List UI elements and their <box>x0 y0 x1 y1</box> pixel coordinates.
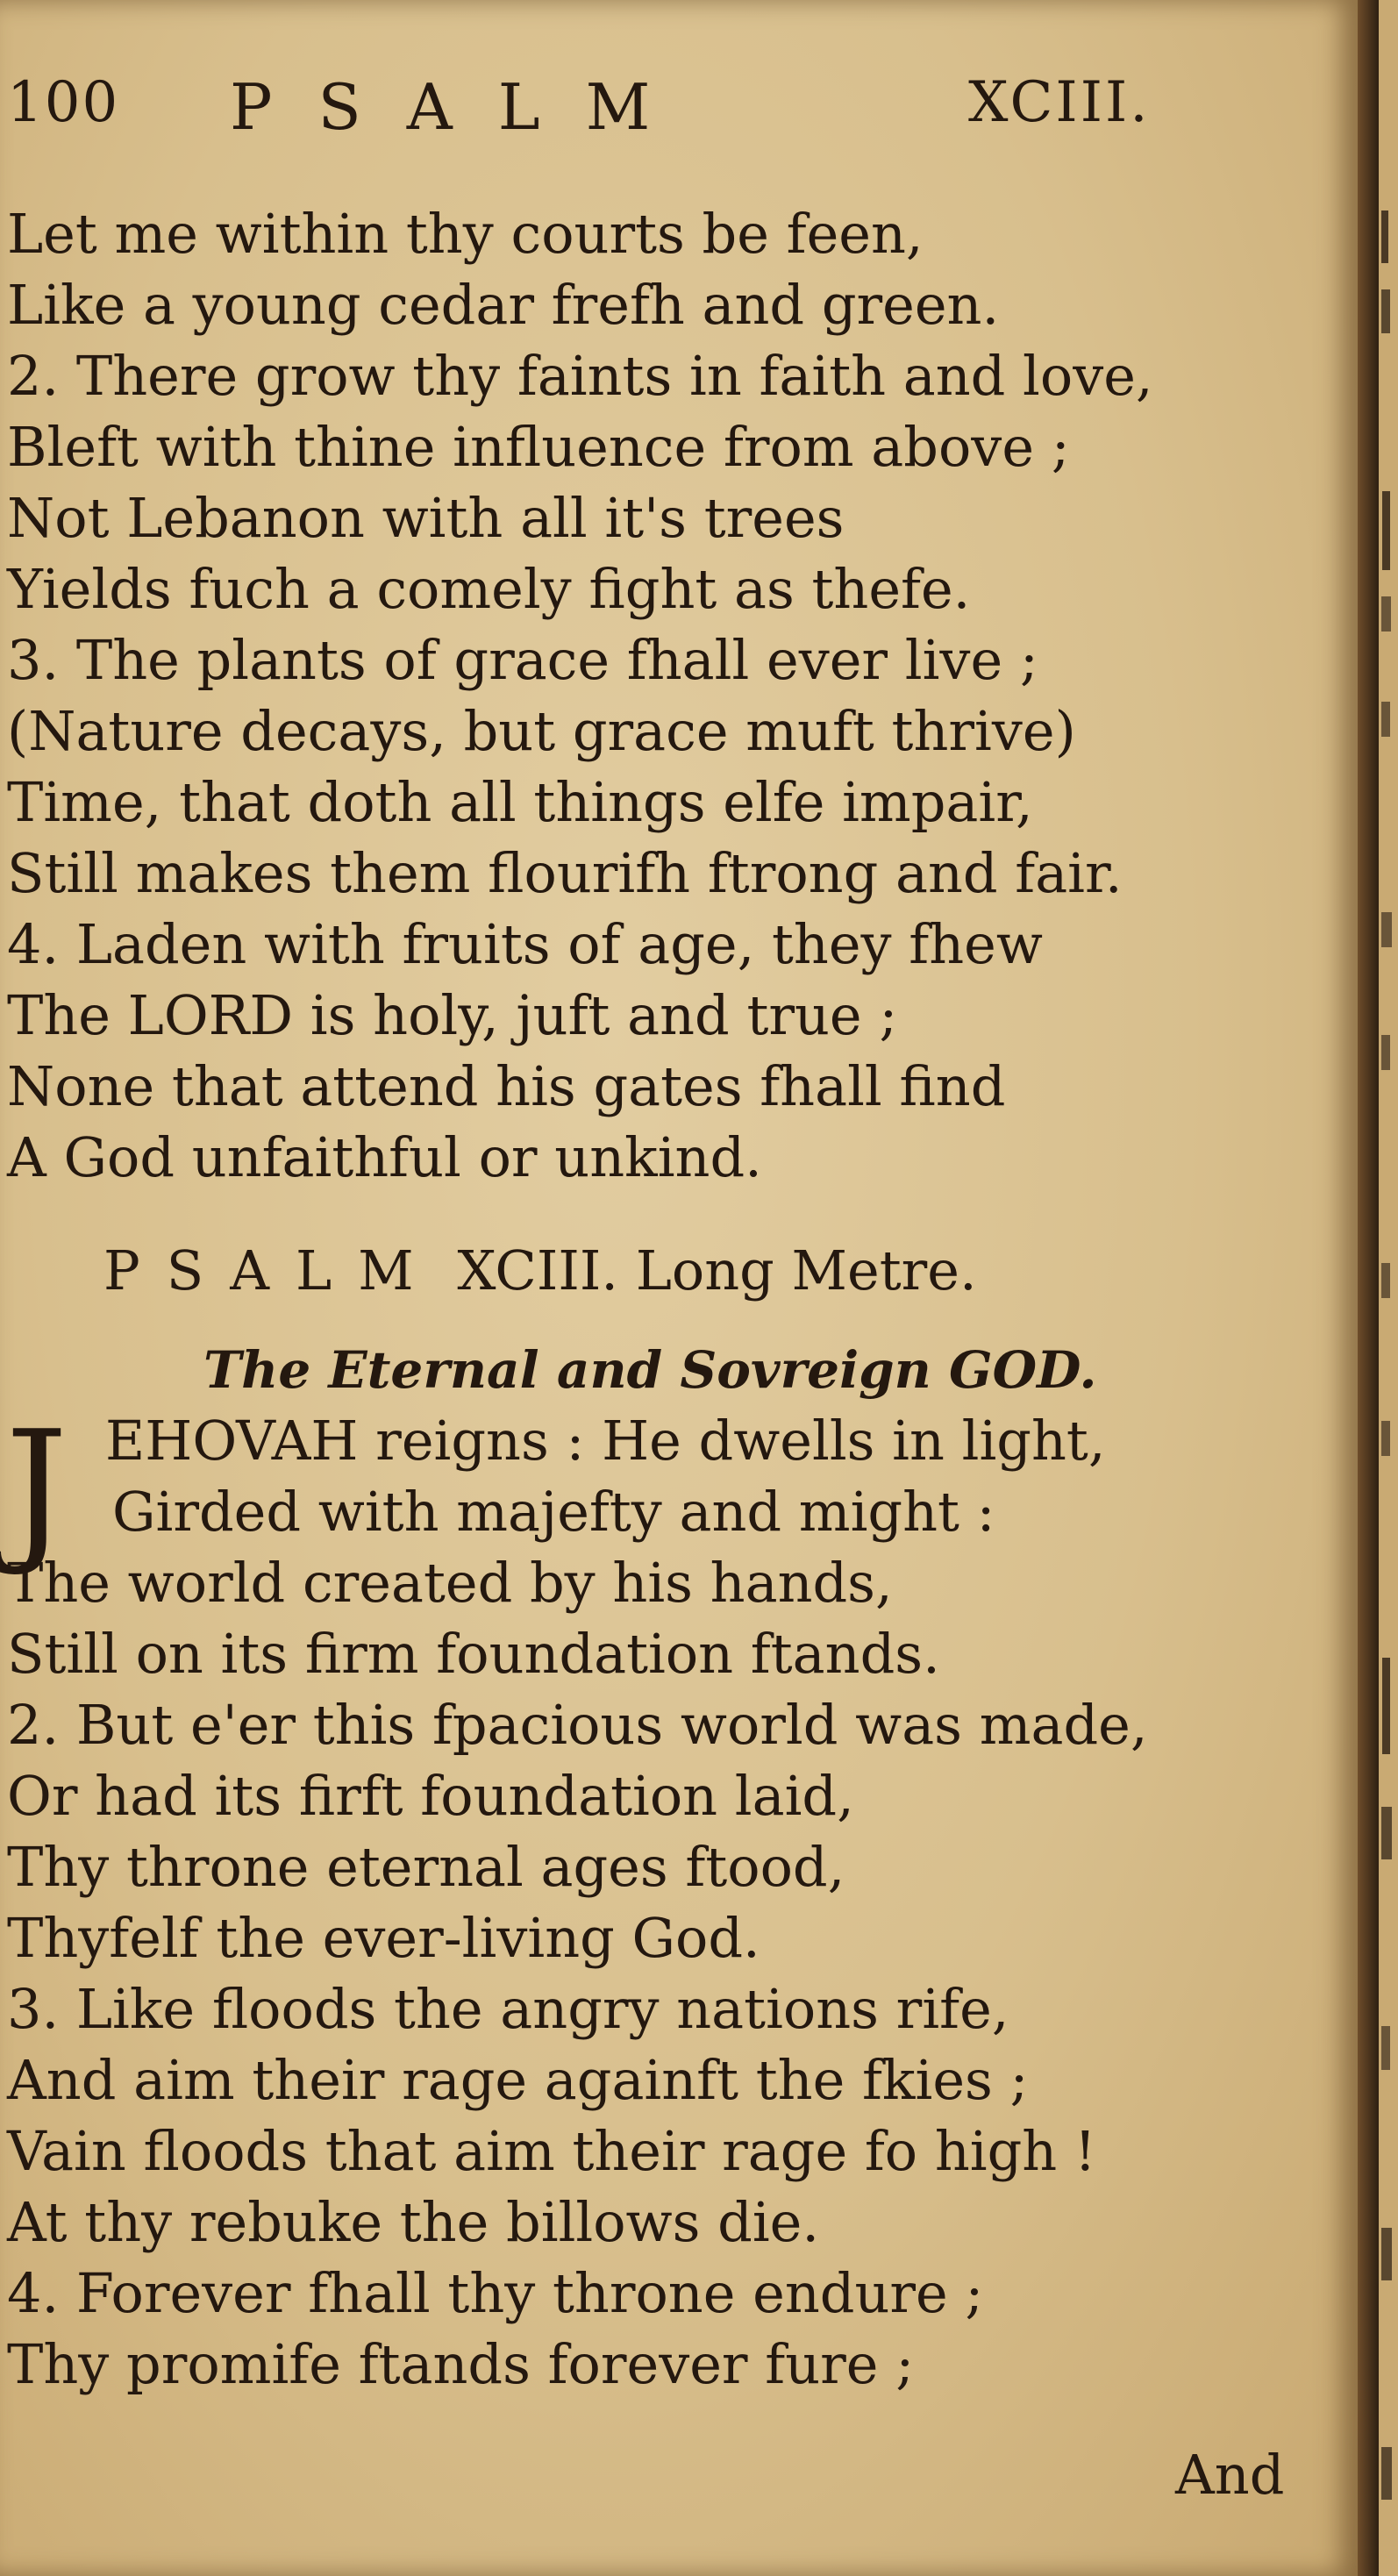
verse-line: Like a young cedar frefh and green. <box>7 273 1000 337</box>
verse-line: A God unfaithful or unkind. <box>7 1125 762 1189</box>
facing-page-marks <box>1379 0 1398 2576</box>
verse-line: Thyfelf the ever-living God. <box>7 1906 760 1970</box>
drop-cap: J <box>5 1397 68 1579</box>
verse-line: Thy promife ftands forever fure ; <box>7 2332 915 2396</box>
verse-line: Bleft with thine influence from above ; <box>7 415 1070 479</box>
verse-line: (Nature decays, but grace muft thrive) <box>7 699 1076 763</box>
verse-line: Still on its firm foundation ftands. <box>7 1622 940 1686</box>
verse-line: 2. But e'er this fpacious world was made, <box>7 1693 1148 1757</box>
verse-line: 3. Like floods the angry nations rife, <box>7 1977 1009 2041</box>
verse-line: Still makes them flourifh ftrong and fair. <box>7 841 1123 905</box>
verse-line: And aim their rage againft the fkies ; <box>7 2048 1029 2112</box>
psalm-heading <box>103 1238 977 1302</box>
page-number: 100 <box>7 70 120 135</box>
verse-line: At thy rebuke the billows die. <box>7 2190 820 2254</box>
verse-line: Let me within thy courts be feen, <box>7 202 924 266</box>
verse-line: None that attend his gates fhall find <box>7 1054 1006 1118</box>
facing-page-edge <box>1379 0 1398 2576</box>
verse-line-second: Girded with majefty and might : <box>112 1480 995 1544</box>
verse-line: Yields fuch a comely fight as thefe. <box>7 557 971 621</box>
catchword: And <box>1175 2443 1285 2507</box>
verse-line: Time, that doth all things elfe impair, <box>7 770 1033 834</box>
verse-line: Thy throne eternal ages ftood, <box>7 1835 845 1899</box>
verse-line: The LORD is holy, juft and true ; <box>7 983 898 1047</box>
psalm-subtitle: The Eternal and Sovreign GOD. <box>203 1340 1097 1400</box>
book-gutter <box>1358 0 1379 2576</box>
verse-line: Or had its firft foundation laid, <box>7 1764 854 1828</box>
running-head <box>0 70 1358 149</box>
psalm-heading-numeral-meter: XCIII. Long Metre. <box>457 1238 977 1302</box>
verse-line: 4. Forever fhall thy throne endure ; <box>7 2261 984 2325</box>
verse-line: 2. There grow thy faints in faith and love, <box>7 344 1153 408</box>
verse-line: 3. The plants of grace fhall ever live ; <box>7 628 1038 692</box>
psalm-heading-word: PSALM <box>103 1238 440 1302</box>
running-title: PSALM <box>230 70 696 144</box>
verse-line: 4. Laden with fruits of age, they fhew <box>7 912 1043 976</box>
verse-line: The world created by his hands, <box>7 1551 893 1615</box>
verse-line: Not Lebanon with all it's trees <box>7 486 845 550</box>
running-psalm-number: XCIII. <box>968 70 1151 135</box>
verse-line: Vain floods that aim their rage fo high ! <box>7 2119 1096 2183</box>
verse-line-first: EHOVAH reigns : He dwells in light, <box>105 1409 1106 1473</box>
